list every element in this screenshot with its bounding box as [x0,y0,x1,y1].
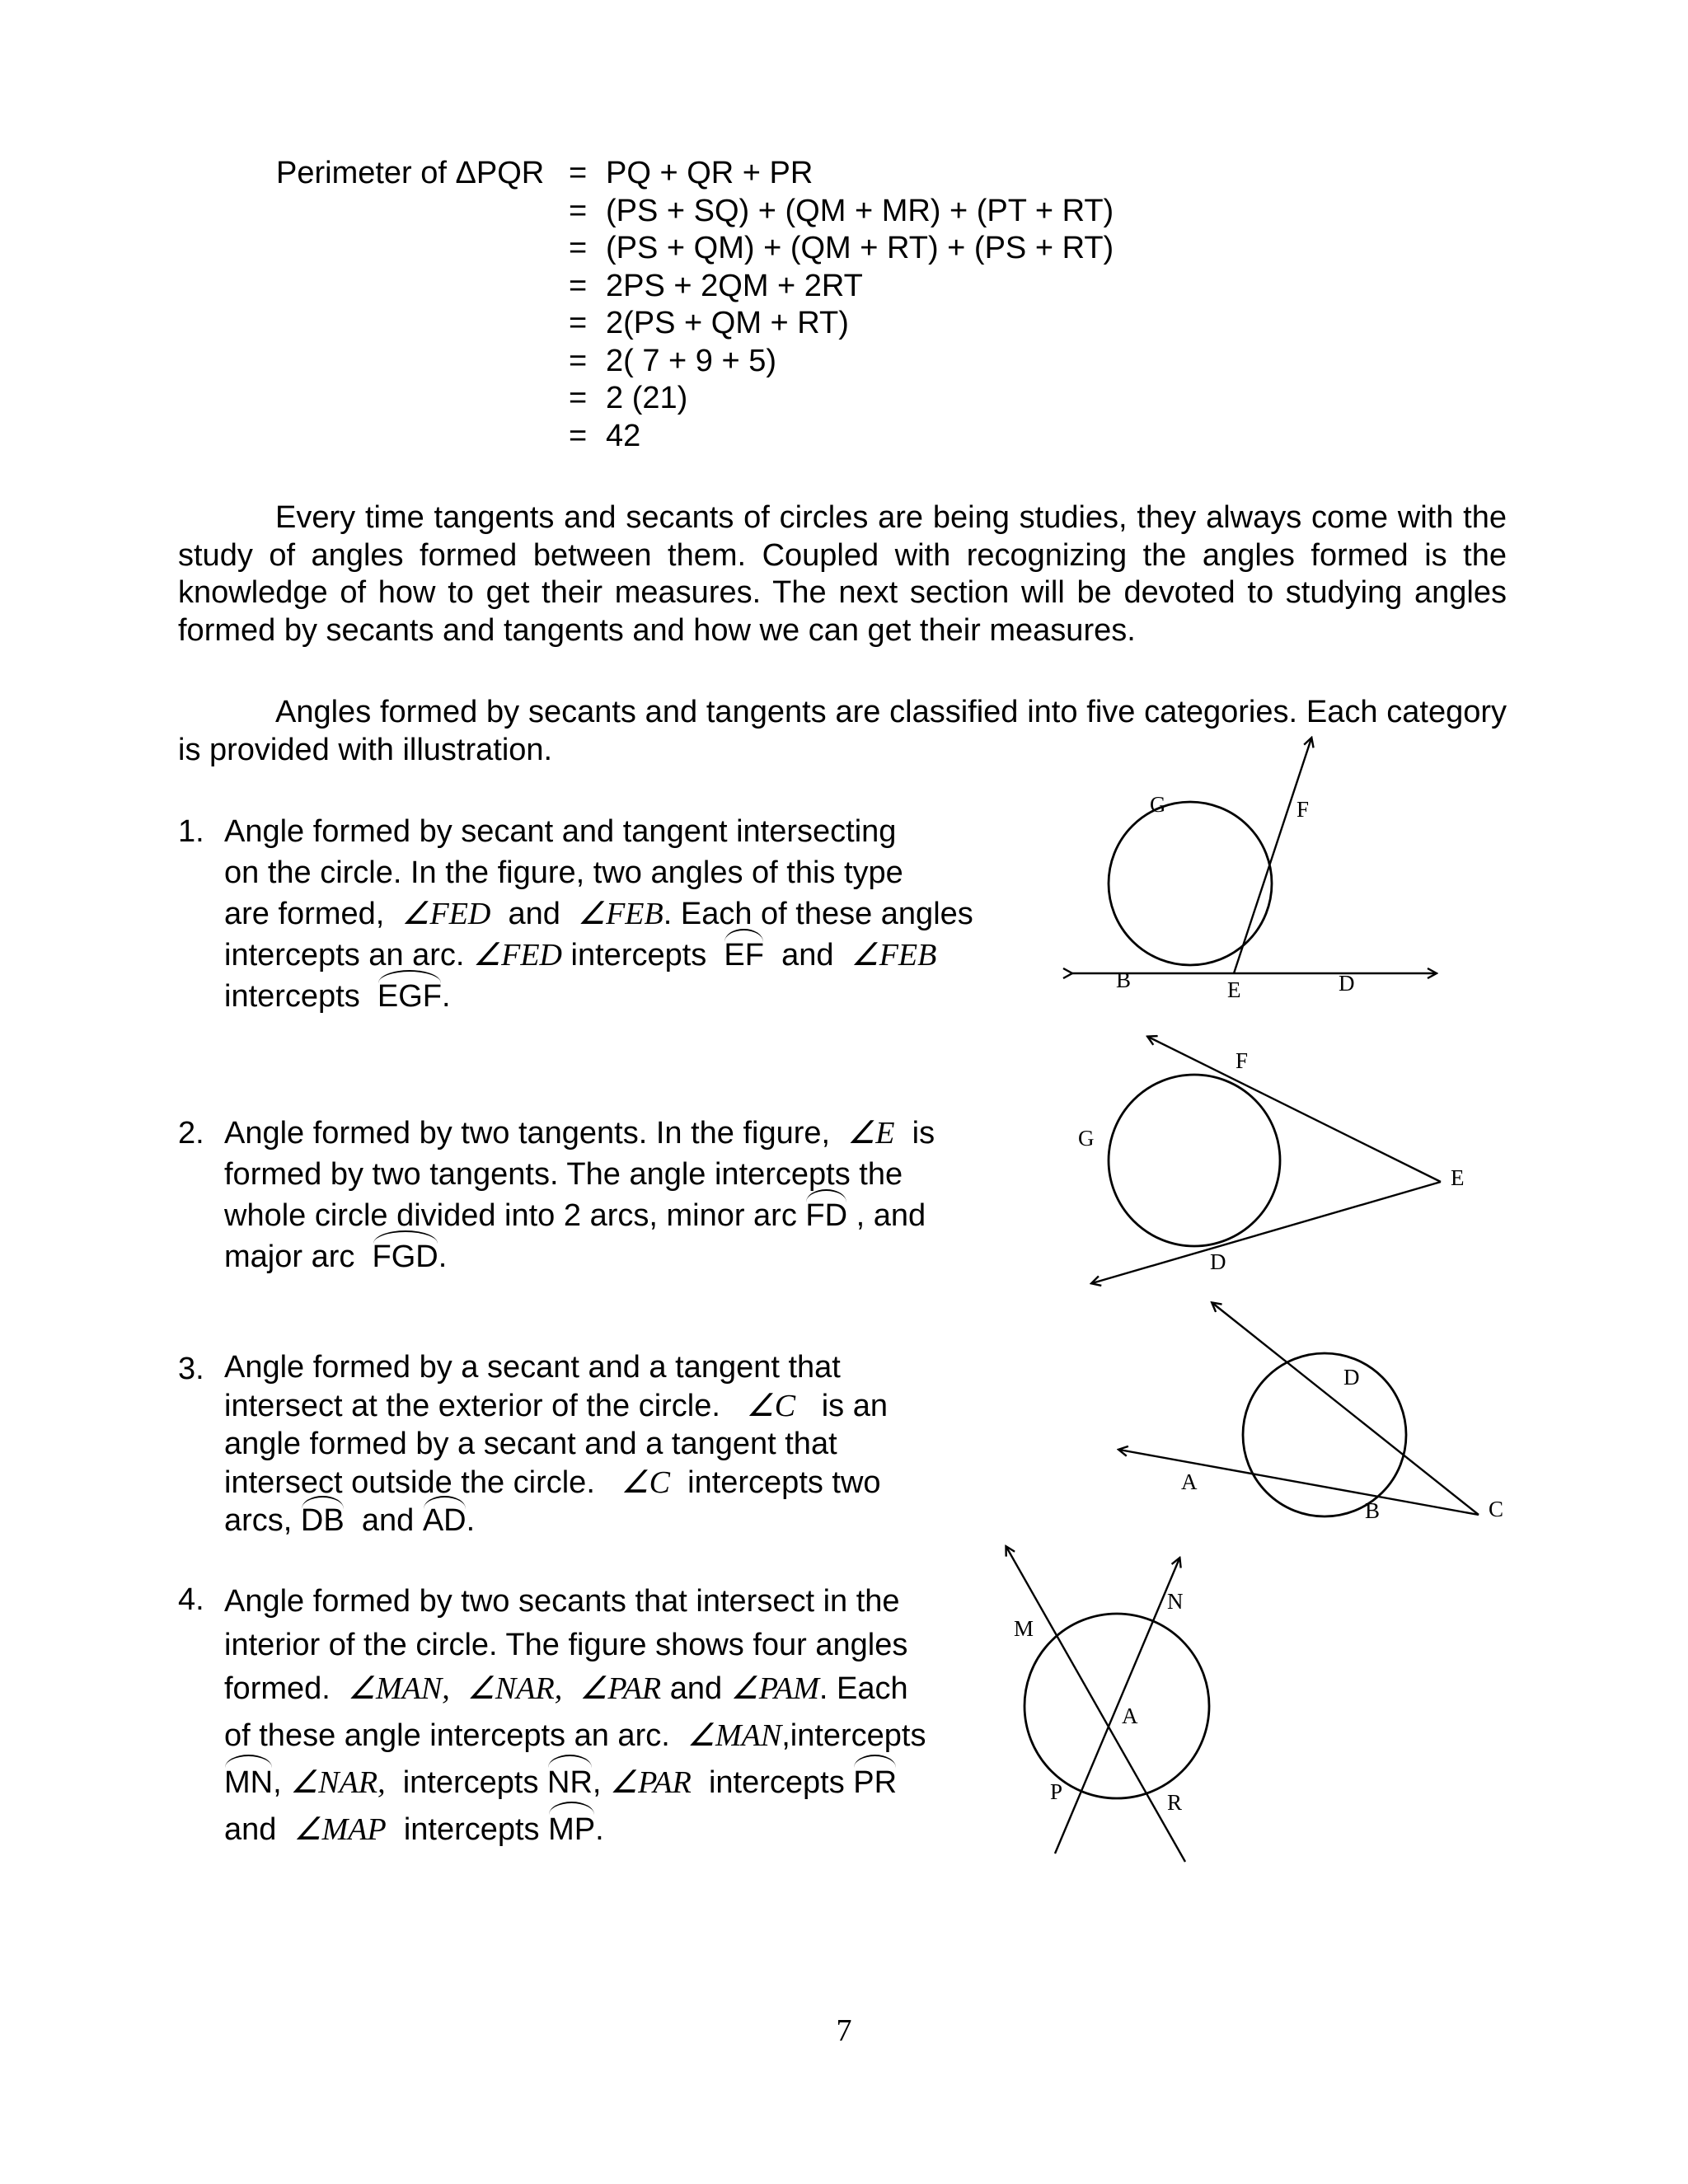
derivation-step: 2(PS + QM + RT) [606,306,849,340]
equals-sign: = [569,306,588,340]
perimeter-label: Perimeter of ΔPQR [276,156,545,190]
equals-sign: = [569,156,588,190]
item-text: . [466,1503,476,1538]
angle-notation: ∠FED [401,897,491,931]
point-label-d: D [1343,1365,1360,1390]
item-text: Angle formed by a secant and a tangent that [224,1350,841,1385]
point-label-p: P [1050,1779,1063,1804]
tangent-line-lower [1092,1182,1441,1283]
angle-notation: ∠C [621,1465,670,1500]
arc-notation: FGD [373,1236,438,1277]
point-label-f: F [1236,1048,1249,1073]
circle [1243,1353,1406,1516]
item-text: intercepts [224,979,360,1014]
item-text: , [273,1765,282,1800]
point-label-e: E [1451,1165,1465,1190]
point-label-d: D [1339,971,1355,996]
arc-notation: EGF [377,976,442,1017]
item-text: formed by two tangents. The angle intercepts the [224,1157,903,1192]
item-text: Angle formed by two secants that intersect in the [224,1584,900,1619]
angle-notation: ∠PAM [730,1671,819,1706]
point-label-n: N [1167,1589,1184,1614]
item-text: whole circle divided into 2 arcs, minor arc [224,1198,797,1233]
angle-notation: ∠FEB [851,938,937,972]
point-label-d: D [1210,1249,1226,1274]
item-number: 2. [178,1116,204,1151]
item-number: 1. [178,814,204,849]
equals-sign: = [569,418,588,453]
comma: , [554,1671,563,1706]
point-label-e: E [1227,977,1241,1002]
figure-secant-tangent-exterior [1104,1294,1533,1541]
tangent-line [1212,1303,1479,1515]
point-label-b: B [1116,968,1132,992]
secant-line-np [1055,1558,1179,1854]
equals-sign: = [569,343,588,378]
item-text: intercepts an arc. [224,938,465,972]
item-text: interior of the circle. The figure shows four angles [224,1628,908,1662]
page-number: 7 [836,2013,852,2048]
item-text: intercepts [708,1765,845,1800]
angle-notation: ∠FEB [578,897,663,931]
comma: , [377,1765,386,1800]
angle-notation: ∠NAR [467,1671,555,1706]
intro-paragraph [178,499,1507,649]
arc-notation: AD [423,1502,467,1540]
point-label-a: A [1181,1469,1198,1494]
item-number: 4. [178,1582,204,1617]
derivation-step: PQ + QR + PR [606,156,814,190]
equals-sign: = [569,268,588,303]
item-text: Angle formed by two tangents. In the figure, [224,1116,831,1151]
arc-notation: PR [853,1760,897,1806]
arc-notation: DB [301,1502,345,1540]
equals-sign: = [569,231,588,265]
secant-line [1119,1450,1479,1515]
point-label-b: B [1365,1498,1381,1523]
item-text: intercepts [403,1812,540,1847]
item-text: on the circle. In the figure, two angles of this type [224,855,903,890]
derivation-step: 42 [606,418,641,453]
circle [1109,802,1272,965]
point-label-a: A [1122,1704,1138,1728]
point-label-g: G [1078,1126,1095,1151]
equals-sign: = [569,193,588,228]
item-text: are formed, [224,897,385,931]
comma: , [442,1671,450,1706]
point-label-r: R [1167,1790,1183,1815]
point-label-m: M [1014,1616,1034,1641]
item-text: and [781,938,834,972]
intro-paragraph-text: Every time tangents and secants of circles are being studies, they always come with the study of angles formed between them. Coupled with recognizing the angles formed is the knowledge of how to get their measures. The next section will be devoted to studying angles formed by secants and tangents and how we can get their measures. [178,500,1507,648]
angle-notation: ∠C [746,1388,796,1423]
item-number: 3. [178,1352,204,1386]
derivation-step: (PS + SQ) + (QM + MR) + (PT + RT) [606,193,1114,228]
categories-paragraph-text: Angles formed by secants and tangents are classified into five categories. Each category is provided with illustration. [178,695,1507,767]
arc-notation: FD [805,1195,847,1236]
circle [1109,1075,1280,1246]
secant-line [1234,738,1311,973]
angle-notation: ∠PAR [579,1671,662,1706]
point-label-c: C [1489,1497,1504,1521]
item-text: . Each of these angles [663,897,973,931]
point-label-g: G [1150,792,1166,817]
item-text: . [442,979,451,1014]
item-text: , [592,1765,602,1800]
equals-sign: = [569,381,588,415]
item-text: Angle formed by secant and tangent intersecting [224,814,897,849]
item-text: . [595,1812,604,1847]
item-text: is [912,1116,935,1151]
angle-notation: ∠MAN [687,1718,782,1753]
figure-two-tangents [1071,1022,1500,1302]
item-text: of these angle intercepts an arc. [224,1718,670,1753]
derivation-step: 2( 7 + 9 + 5) [606,343,777,378]
item-text: is an [821,1388,889,1423]
angle-notation: ∠NAR [290,1765,378,1800]
item-text: intercepts two [687,1465,881,1500]
tangent-line-upper [1148,1037,1441,1182]
angle-notation: ∠PAR [610,1765,692,1800]
point-label-f: F [1296,797,1310,822]
figure-two-secants-interior [989,1537,1253,1883]
item-text: intercepts [402,1765,539,1800]
item-text: . [438,1240,448,1274]
derivation-step: 2 (21) [606,381,688,415]
derivation-step: 2PS + 2QM + 2RT [606,268,863,303]
item-text: and [224,1812,277,1847]
item-text: and [508,897,560,931]
figure-secant-tangent-on-circle [1047,725,1459,1022]
item-text: arcs, [224,1503,293,1538]
item-text: , and [856,1198,926,1233]
item-text: angle formed by a secant and a tangent that [224,1427,837,1461]
angle-notation: ∠MAN [347,1671,443,1706]
derivation-step: (PS + QM) + (QM + RT) + (PS + RT) [606,231,1114,265]
angle-notation: ∠FED [473,938,562,972]
arc-notation: NR [547,1760,593,1806]
item-text: intercepts [570,938,707,972]
angle-notation: ∠E [847,1116,895,1151]
item-text: ,intercepts [781,1718,926,1753]
angle-notation: ∠MAP [293,1812,387,1847]
item-text: major arc [224,1240,355,1274]
item-text: formed. [224,1671,331,1706]
secant-line-mr [1006,1547,1185,1862]
item-text: intersect at the exterior of the circle. [224,1388,720,1423]
item-text: . Each [818,1671,908,1706]
arc-notation: MN [224,1760,273,1806]
arc-notation: EF [724,935,764,976]
item-text: and [361,1503,415,1538]
item-text: and [669,1671,723,1706]
arc-notation: MP [548,1807,595,1853]
item-text: intersect outside the circle. [224,1465,595,1500]
